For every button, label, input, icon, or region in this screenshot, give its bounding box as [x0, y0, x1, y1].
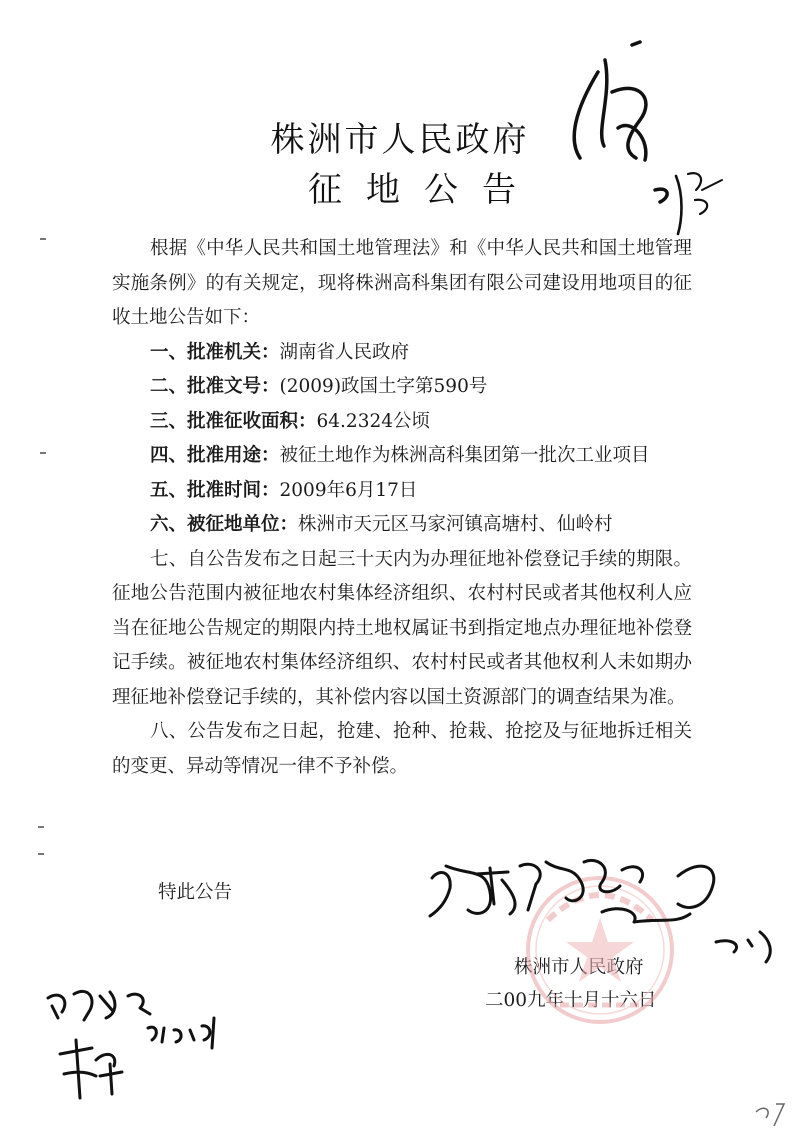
item-value: 2009年6月17日	[279, 479, 418, 501]
item-value: 64.2324公顷	[316, 410, 431, 432]
document-title: 株洲市人民政府	[270, 120, 530, 160]
page-corner-mark	[756, 1104, 784, 1126]
signature-date: 二00九年十月十六日	[485, 990, 657, 1011]
item-value: 被征土地作为株洲高科集团第一批次工业项目	[279, 445, 650, 466]
closing-statement: 特此公告	[158, 882, 233, 903]
item-label: 一、批准机关：	[150, 341, 280, 363]
intro-paragraph: 根据《中华人民共和国土地管理法》和《中华人民共和国土地管理实施条例》的有关规定，现将株洲高科集团有限公司建设用地项目的征收土地公告如下：	[112, 238, 692, 328]
item-label: 二、批准文号：	[150, 376, 280, 397]
item-label: 四、批准用途：	[150, 445, 280, 466]
paragraph-registration-period: 七、自公告发布之日起三十天内为办理征地补偿登记手续的期限。征地公告范围内被征地农村集体经济组织、农村村民或者其他权利人应当在征地公告规定的期限内持土地权属证书到指定地点办理征地补偿登记手续。被征地农村集体经济组织、农村村民或者其他权利人未如期办理征地补偿登记手续的，其补偿内容以国土资源部门的调查结果为准。	[112, 548, 692, 708]
item-value: 湖南省人民政府	[279, 341, 410, 363]
signature-organization: 株洲市人民政府	[514, 957, 644, 978]
item-label: 六、被征地单位：	[150, 514, 299, 535]
item-label: 三、批准征收面积：	[150, 410, 317, 432]
item-label: 五、批准时间：	[150, 479, 280, 501]
item-value: 株洲市天元区马家河镇高塘村、仙岭村	[298, 514, 613, 535]
handwritten-annotation-top	[574, 42, 722, 234]
item-value: (2009)政国土字第590号	[279, 376, 488, 397]
handwritten-note-bottom-left	[48, 991, 214, 1098]
paragraph-no-compensation: 八、公告发布之日起，抢建、抢种、抢栽、抢挖及与征地拆迁相关的变更、异动等情况一律不予补偿。	[112, 721, 692, 777]
document-subtitle: 征地公告	[308, 170, 540, 210]
official-seal-icon	[528, 878, 672, 1022]
